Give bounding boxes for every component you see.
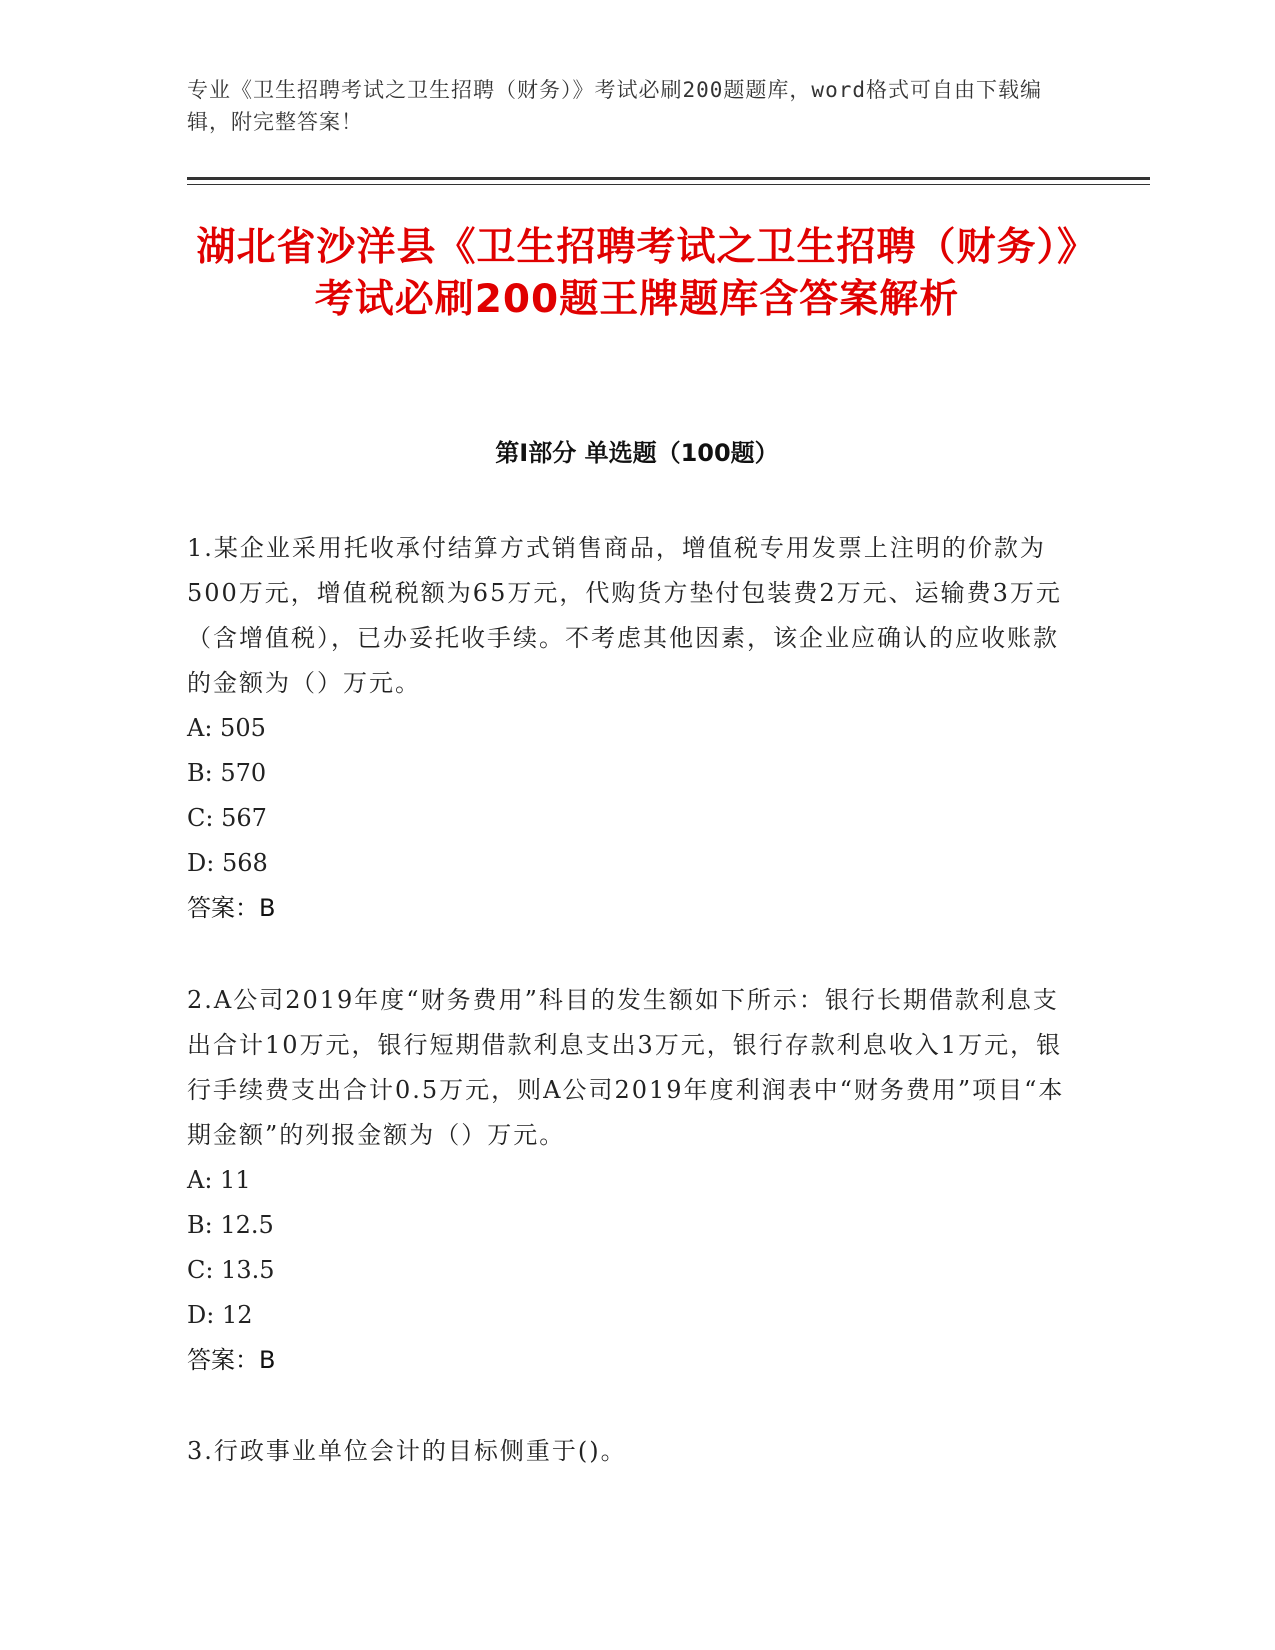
question-stem: 2.A公司2019年度“财务费用”科目的发生额如下所示：银行长期借款利息支出合计10万元，银行短期借款利息支出3万元，银行存款利息收入1万元，银行手续费支出合计0.5万元，则A公司2019年度利润表中“财务费用”项目“本期金额”的列报金额为（）万元。 — [187, 986, 1065, 1149]
option-a: A: 505 — [187, 714, 266, 742]
answer: 答案：B — [187, 894, 276, 922]
header-note: 专业《卫生招聘考试之卫生招聘（财务）》考试必刷200题题库，word格式可自由下载编辑，附完整答案！ — [187, 78, 1042, 134]
question-2 — [187, 978, 1067, 1383]
question-3 — [187, 1429, 1067, 1474]
option-b: B: 570 — [187, 759, 267, 787]
option-d: D: 568 — [187, 849, 268, 877]
question-stem: 1.某企业采用托收承付结算方式销售商品，增值税专用发票上注明的价款为500万元，增值税税额为65万元，代购货方垫付包装费2万元、运输费3万元（含增值税），已办妥托收手续。不考虑其他因素，该企业应确认的应收账款的金额为（）万元。 — [187, 534, 1062, 697]
option-b: B: 12.5 — [187, 1211, 274, 1239]
section-title: 第I部分 单选题（100题） — [495, 439, 779, 467]
question-1 — [187, 526, 1067, 931]
option-a: A: 11 — [187, 1166, 251, 1194]
question-stem: 3.行政事业单位会计的目标侧重于()。 — [187, 1437, 627, 1465]
option-d: D: 12 — [187, 1301, 253, 1329]
option-c: C: 13.5 — [187, 1256, 275, 1284]
answer: 答案：B — [187, 1346, 276, 1374]
header-divider-thin — [187, 184, 1150, 185]
header-divider-thick — [187, 177, 1150, 180]
document-title: 湖北省沙洋县《卫生招聘考试之卫生招聘（财务）》考试必刷200题王牌题库含答案解析 — [196, 225, 1078, 322]
option-c: C: 567 — [187, 804, 267, 832]
